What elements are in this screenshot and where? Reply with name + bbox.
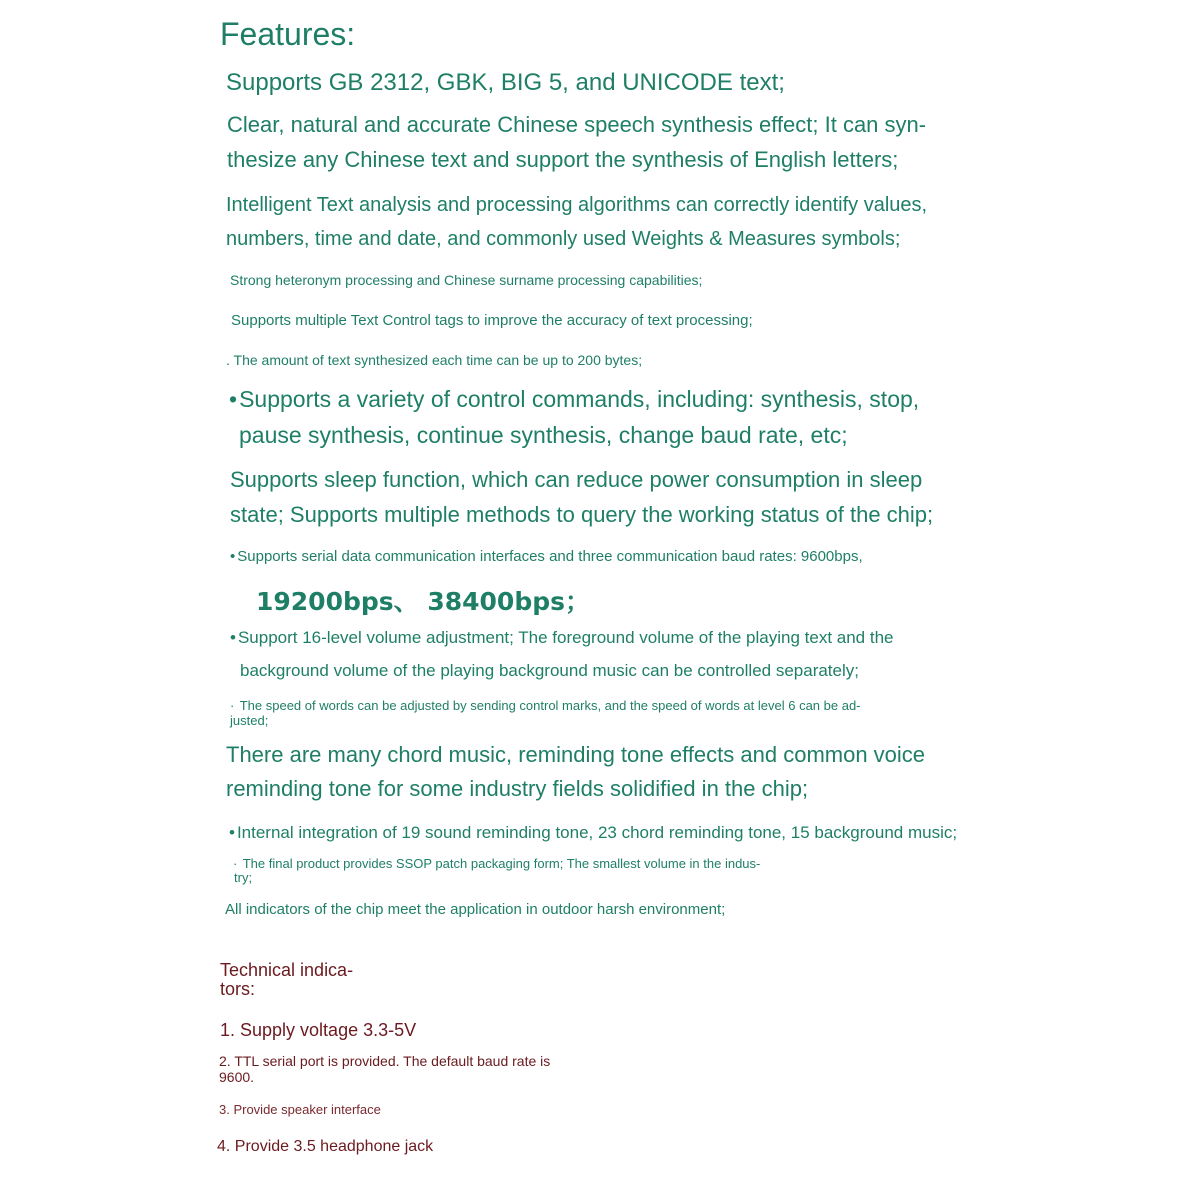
dot-icon: ·: [233, 856, 238, 871]
feature-sleep-function-line1: Supports sleep function, which can reduce power consumption in sleep: [230, 467, 923, 492]
feature-encoding-support: Supports GB 2312, GBK, BIG 5, and UNICODE text;: [226, 69, 785, 96]
feature-volume-adjustment-line2: background volume of the playing background music can be controlled separately;: [240, 661, 859, 680]
feature-text-analysis-line2: numbers, time and date, and commonly used Weights & Measures symbols;: [226, 228, 901, 250]
feature-control-commands-line1: [229, 386, 919, 413]
bullet-icon: •: [229, 386, 238, 412]
feature-sleep-function-line2: state; Supports multiple methods to query the working status of the chip;: [230, 502, 934, 527]
dot-icon: ·: [230, 698, 235, 713]
technical-item-ttl-serial-line1: 2. TTL serial port is provided. The default baud rate is: [219, 1053, 551, 1069]
features-heading: Features:: [220, 16, 356, 52]
feature-volume-adjustment-text: Support 16-level volume adjustment; The foreground volume of the playing text and the: [237, 628, 894, 647]
feature-word-speed-line1: [230, 698, 861, 713]
technical-indicators-heading-line1: Technical indica-: [220, 960, 354, 980]
technical-item-headphone-jack: 4. Provide 3.5 headphone jack: [217, 1138, 434, 1155]
feature-volume-adjustment-line1: [230, 628, 893, 648]
feature-baud-rates: 19200bps、 38400bps；: [256, 587, 590, 616]
feature-ssop-packaging-text: The final product provides SSOP patch packaging form; The smallest volume in the indus-: [242, 856, 761, 871]
feature-speech-synthesis-line1: Clear, natural and accurate Chinese speech synthesis effect; It can syn-: [227, 112, 927, 137]
feature-speech-synthesis-line2: thesize any Chinese text and support the synthesis of English letters;: [227, 147, 899, 172]
feature-text-control-tags: Supports multiple Text Control tags to improve the accuracy of text processing;: [231, 312, 753, 329]
bullet-icon: •: [230, 628, 236, 647]
technical-indicators-heading-line2: tors:: [220, 979, 256, 999]
feature-word-speed-line2: justed;: [230, 713, 269, 728]
bullet-icon: •: [230, 548, 236, 565]
feature-text-analysis-line1: Intelligent Text analysis and processing algorithms can correctly identify values,: [226, 194, 928, 216]
feature-serial-communication: [230, 548, 863, 565]
technical-item-supply-voltage: 1. Supply voltage 3.3-5V: [220, 1020, 417, 1040]
feature-control-commands-text: Supports a variety of control commands, including: synthesis, stop,: [239, 386, 920, 412]
feature-ssop-packaging-line1: [233, 856, 760, 871]
technical-item-ttl-serial-line2: 9600.: [219, 1069, 255, 1085]
feature-outdoor-environment: All indicators of the chip meet the application in outdoor harsh environment;: [225, 901, 726, 918]
feature-word-speed-text: The speed of words can be adjusted by sending control marks, and the speed of words at level 6 can be ad-: [239, 698, 861, 713]
technical-item-speaker-interface: 3. Provide speaker interface: [219, 1102, 381, 1117]
feature-chord-music-line1: There are many chord music, reminding tone effects and common voice: [226, 742, 926, 767]
feature-internal-integration-text: Internal integration of 19 sound reminding tone, 23 chord reminding tone, 15 background music;: [236, 823, 958, 842]
feature-chord-music-line2: reminding tone for some industry fields solidified in the chip;: [226, 776, 809, 801]
feature-serial-communication-text: Supports serial data communication interfaces and three communication baud rates: 9600bps,: [237, 548, 863, 565]
feature-heteronym-processing: Strong heteronym processing and Chinese surname processing capabilities;: [230, 272, 703, 288]
feature-control-commands-line2: pause synthesis, continue synthesis, change baud rate, etc;: [239, 422, 848, 448]
feature-text-amount: . The amount of text synthesized each time can be up to 200 bytes;: [226, 352, 643, 368]
feature-ssop-packaging-line2: try;: [234, 870, 253, 885]
feature-internal-integration: [229, 823, 957, 843]
bullet-icon: •: [229, 823, 235, 842]
